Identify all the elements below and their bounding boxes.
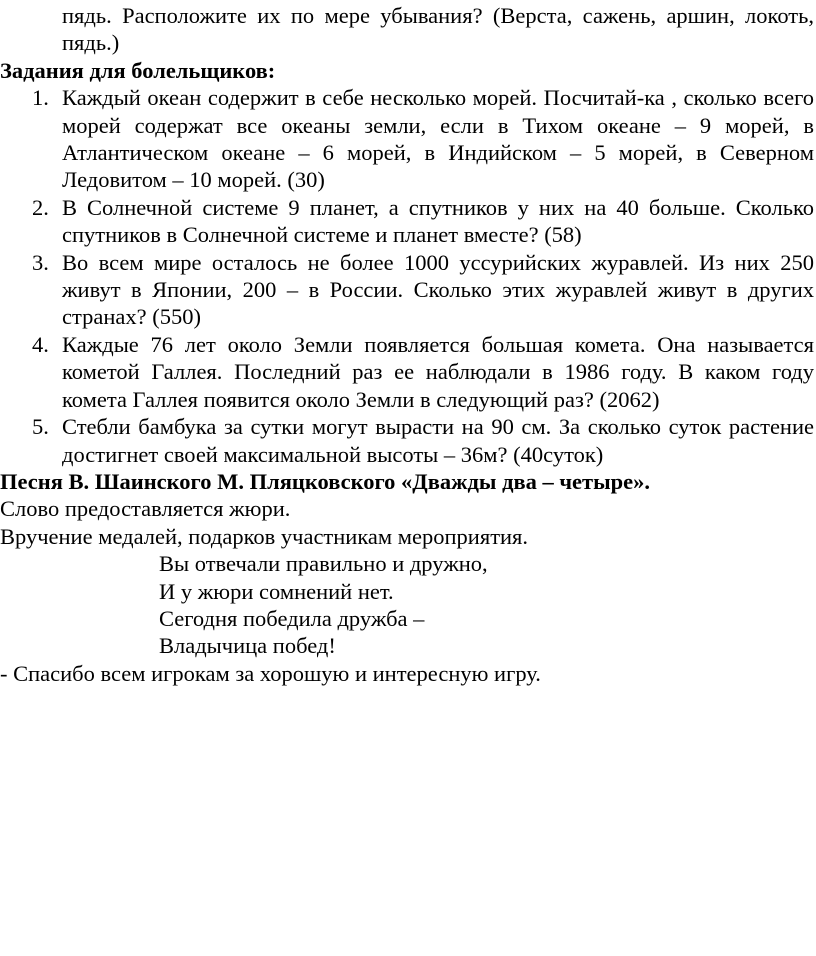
task-number: 1.	[32, 85, 49, 111]
task-item	[0, 84, 816, 194]
task-item	[0, 194, 816, 249]
task-item	[0, 331, 816, 413]
intro-continuation: пядь. Расположите их по мере убывания? (Верста, сажень, аршин, локоть, пядь.)	[62, 3, 814, 56]
closing-line: - Спасибо всем игрокам за хорошую и интересную игру.	[0, 660, 541, 686]
poem-line: Владычица побед!	[159, 633, 336, 659]
task-text: Каждые 76 лет около Земли появляется большая комета. Она называется кометой Галлея. Последний раз ее наблюдали в 1986 году. В каком году комета Галлея появится около Земли в следующий раз? (2062)	[62, 331, 814, 412]
task-number: 3.	[32, 249, 49, 275]
song-heading: Песня В. Шаинского М. Пляцковского «Дважды два – четыре».	[0, 468, 651, 494]
task-text: В Солнечной системе 9 планет, а спутников у них на 40 больше. Сколько спутников в Солнечной системе и планет вместе? (58)	[62, 194, 814, 248]
fans-heading: Задания для болельщиков:	[0, 57, 276, 83]
jury-line: Слово предоставляется жюри.	[0, 496, 291, 522]
task-number: 5.	[32, 414, 49, 440]
task-text: Каждый океан содержит в себе несколько морей. Посчитай-ка , сколько всего морей содержат все океаны земли, если в Тихом океане – 9 морей, в Атлантическом океане – 6 морей, в Индийском – 5 морей, в Северном Ледовитом – 10 морей. (30)	[62, 85, 814, 193]
task-item	[0, 249, 816, 331]
task-number: 4.	[32, 331, 49, 357]
poem-line: Сегодня победила дружба –	[159, 605, 425, 631]
task-number: 2.	[32, 194, 49, 220]
poem-line: Вы отвечали правильно и дружно,	[159, 551, 488, 577]
poem	[0, 550, 816, 660]
task-text: Во всем мире осталось не более 1000 уссурийских журавлей. Из них 250 живут в Японии, 200 – в России. Сколько этих журавлей живут в других странах? (550)	[62, 249, 814, 330]
awards-line: Вручение медалей, подарков участникам мероприятия.	[0, 523, 529, 549]
task-text: Стебли бамбука за сутки могут вырасти на 90 см. За сколько суток растение достигнет своей максимальной высоты – 36м? (40суток)	[62, 414, 814, 467]
task-list	[0, 84, 816, 468]
task-item	[0, 413, 816, 468]
poem-line: И у жюри сомнений нет.	[159, 578, 394, 604]
